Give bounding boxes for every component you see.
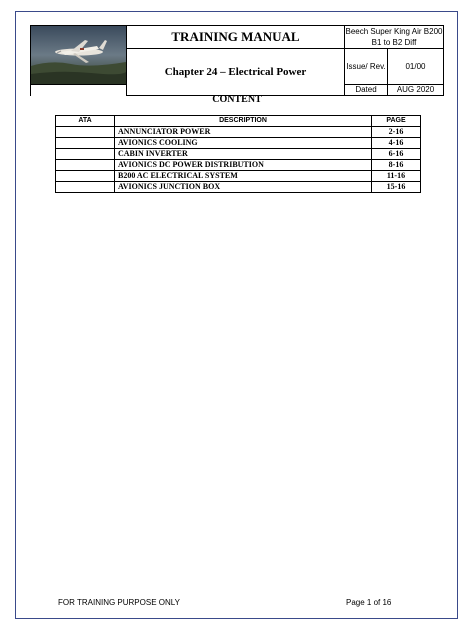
page-number: Page 1 of 16 — [346, 598, 392, 607]
dated-label: Dated — [345, 85, 388, 96]
issue-value: 01/00 — [388, 49, 444, 85]
row-description: AVIONICS DC POWER DISTRIBUTION — [115, 160, 372, 171]
table-row — [56, 138, 421, 149]
row-ata — [56, 182, 115, 193]
row-ata — [56, 127, 115, 138]
footer-disclaimer: FOR TRAINING PURPOSE ONLY — [58, 598, 180, 607]
row-description: AVIONICS JUNCTION BOX — [115, 182, 372, 193]
content-heading: CONTENT — [212, 94, 262, 105]
dated-value: AUG 2020 — [388, 85, 444, 96]
row-page: 2-16 — [372, 127, 421, 138]
contents-table — [55, 115, 421, 193]
row-ata — [56, 171, 115, 182]
row-page: 15-16 — [372, 182, 421, 193]
row-page: 11-16 — [372, 171, 421, 182]
table-row — [56, 160, 421, 171]
document-header — [30, 25, 444, 96]
row-page: 6-16 — [372, 149, 421, 160]
aircraft-photo-cell — [31, 26, 127, 85]
column-header-description: DESCRIPTION — [115, 116, 372, 127]
column-header-page: PAGE — [372, 116, 421, 127]
row-description: ANNUNCIATOR POWER — [115, 127, 372, 138]
row-description: CABIN INVERTER — [115, 149, 372, 160]
table-row — [56, 171, 421, 182]
manual-title: TRAINING MANUAL — [127, 26, 345, 49]
row-description: AVIONICS COOLING — [115, 138, 372, 149]
chapter-title: Chapter 24 – Electrical Power — [127, 49, 345, 96]
issue-label: Issue/ Rev. — [345, 49, 388, 85]
table-row — [56, 182, 421, 193]
row-ata — [56, 160, 115, 171]
row-page: 4-16 — [372, 138, 421, 149]
column-header-ata: ATA — [56, 116, 115, 127]
aircraft-type: Beech Super King Air B200 B1 to B2 Diff — [345, 27, 443, 47]
row-ata — [56, 149, 115, 160]
row-ata — [56, 138, 115, 149]
aircraft-photo — [31, 26, 126, 84]
table-row — [56, 149, 421, 160]
row-page: 8-16 — [372, 160, 421, 171]
table-row — [56, 127, 421, 138]
row-description: B200 AC ELECTRICAL SYSTEM — [115, 171, 372, 182]
